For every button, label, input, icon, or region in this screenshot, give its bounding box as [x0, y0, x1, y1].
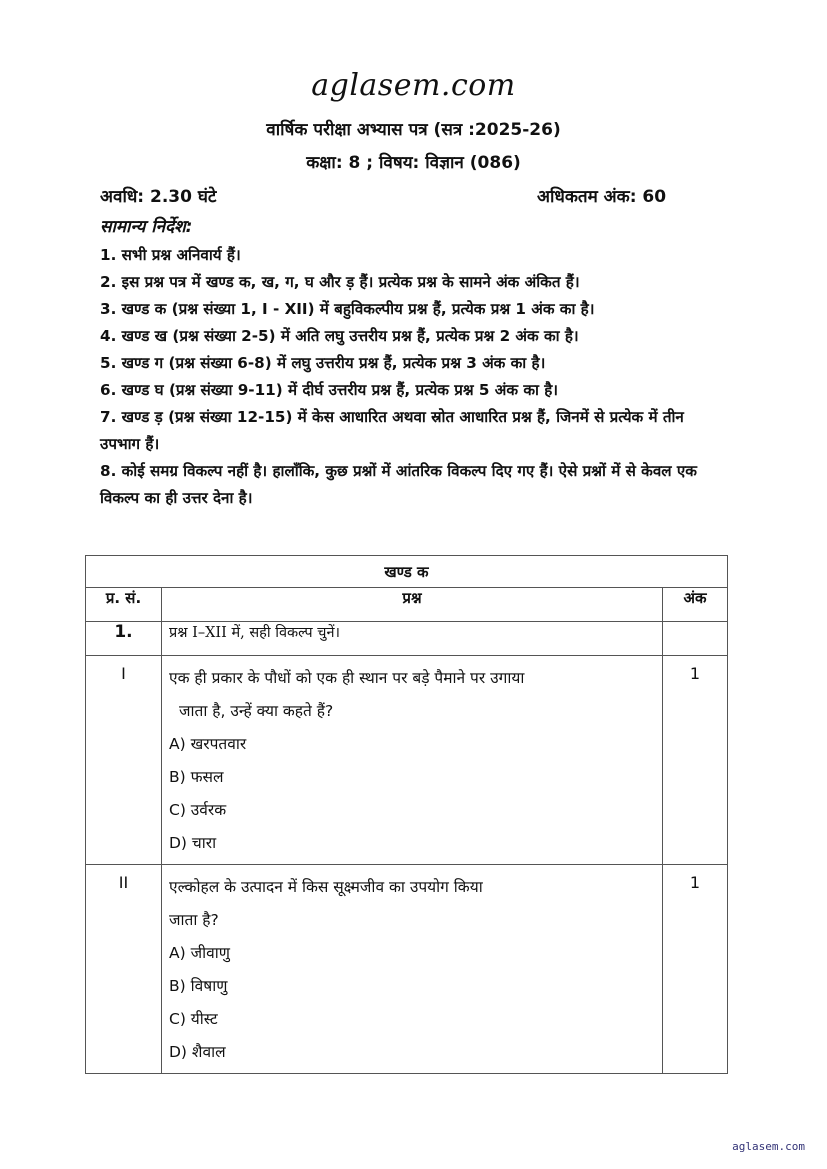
instruction-item: 6. खण्ड घ (प्रश्न संख्या 9-11) में दीर्घ उत्तरीय प्रश्न हैं, प्रत्येक प्रश्न 5 अंक का है।: [100, 381, 559, 399]
column-header-marks: अंक: [663, 588, 728, 622]
instruction-item: 7. खण्ड ड़ (प्रश्न संख्या 12-15) में केस आधारित अथवा स्रोत आधारित प्रश्न हैं, जिनमें से प्रत्येक में तीन उपभाग हैं।: [100, 408, 684, 453]
column-header-question: प्रश्न: [162, 588, 663, 622]
instruction-item: 3. खण्ड क (प्रश्न संख्या 1, I - XII) में बहुविकल्पीय प्रश्न हैं, प्रत्येक प्रश्न 1 अंक का है।: [100, 300, 595, 318]
table-row: [86, 656, 728, 865]
question-marks: 1: [663, 865, 728, 1074]
question-text: एक ही प्रकार के पौधों को एक ही स्थान पर बड़े पैमाने पर उगाया: [169, 669, 525, 687]
question-body: [162, 865, 663, 1074]
question-text: जाता है, उन्हें क्या कहते हैं?: [179, 702, 334, 720]
question-number: I: [86, 656, 162, 865]
option-b: B) विषाणु: [169, 977, 228, 995]
instruction-item: 4. खण्ड ख (प्रश्न संख्या 2-5) में अति लघु उत्तरीय प्रश्न हैं, प्रत्येक प्रश्न 2 अंक का है।: [100, 327, 579, 345]
table-row: [86, 865, 728, 1074]
max-marks: अधिकतम अंक: 60: [537, 187, 667, 207]
option-c: C) उर्वरक: [169, 801, 227, 819]
exam-title: वार्षिक परीक्षा अभ्यास पत्र (सत्र :2025-26): [266, 120, 561, 140]
site-logo: aglasem.com: [311, 68, 516, 103]
class-subject: कक्षा: 8 ; विषय: विज्ञान (086): [306, 153, 521, 173]
option-c: C) यीस्ट: [169, 1010, 218, 1028]
instruction-item: 8. कोई समग्र विकल्प नहीं है। हालाँकि, कुछ प्रश्नों में आंतरिक विकल्प दिए गए हैं। ऐसे प्रश्नों में से केवल एक विकल्प का ही उत्तर देना है।: [100, 462, 697, 507]
question-marks: [663, 622, 728, 656]
question-number: 1.: [86, 622, 162, 656]
question-table: [85, 555, 728, 1074]
question-instruction: प्रश्न I–XII में, सही विकल्प चुनें।: [162, 622, 663, 656]
column-header-number: प्र. सं.: [86, 588, 162, 622]
footer-watermark[interactable]: aglasem.com: [732, 1140, 805, 1153]
option-a: A) जीवाणु: [169, 944, 230, 962]
question-marks: 1: [663, 656, 728, 865]
question-number: II: [86, 865, 162, 1074]
question-text: जाता है?: [169, 911, 219, 929]
instructions-heading: सामान्य निर्देश:: [100, 217, 193, 237]
question-text: एल्कोहल के उत्पादन में किस सूक्ष्मजीव का उपयोग किया: [169, 878, 483, 896]
section-title: खण्ड क: [86, 556, 728, 588]
option-d: D) चारा: [169, 834, 217, 852]
duration: अवधि: 2.30 घंटे: [100, 187, 217, 207]
instruction-item: 1. सभी प्रश्न अनिवार्य हैं।: [100, 246, 241, 264]
instruction-item: 5. खण्ड ग (प्रश्न संख्या 6-8) में लघु उत्तरीय प्रश्न हैं, प्रत्येक प्रश्न 3 अंक का है।: [100, 354, 546, 372]
question-body: [162, 656, 663, 865]
option-a: A) खरपतवार: [169, 735, 247, 753]
option-d: D) शैवाल: [169, 1043, 226, 1061]
instruction-item: 2. इस प्रश्न पत्र में खण्ड क, ख, ग, घ और ड़ हैं। प्रत्येक प्रश्न के सामने अंक अंकित हैं।: [100, 273, 580, 291]
option-b: B) फसल: [169, 768, 224, 786]
table-row: [86, 622, 728, 656]
